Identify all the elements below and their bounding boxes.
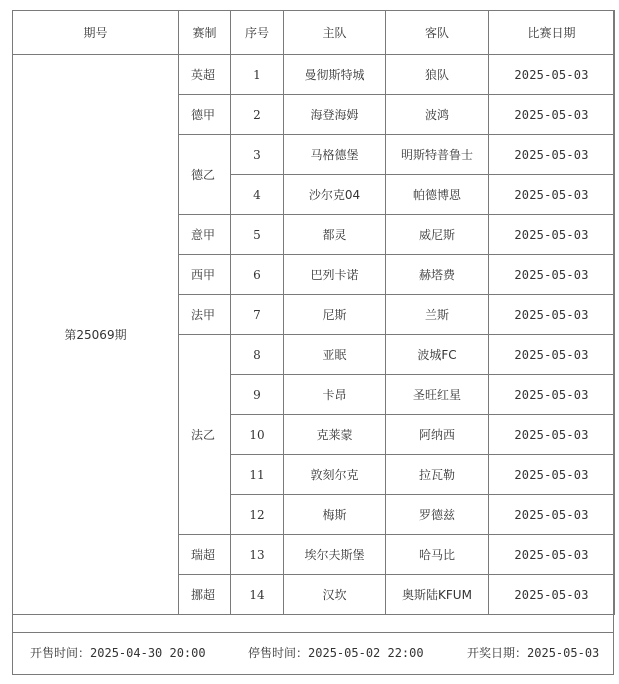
seq-cell: 10 xyxy=(231,415,284,455)
away-team-cell: 圣旺红星 xyxy=(386,375,489,415)
match-table xyxy=(12,10,615,615)
sale-close-info xyxy=(248,644,424,661)
header-league: 赛制 xyxy=(179,11,231,55)
draw-date-value: 2025-05-03 xyxy=(527,646,600,660)
date-cell: 2025-05-03 xyxy=(489,175,615,215)
league-cell: 法甲 xyxy=(179,295,231,335)
date-cell: 2025-05-03 xyxy=(489,255,615,295)
seq-cell: 8 xyxy=(231,335,284,375)
league-cell: 挪超 xyxy=(179,575,231,615)
home-team-cell: 埃尔夫斯堡 xyxy=(284,535,386,575)
date-cell: 2025-05-03 xyxy=(489,135,615,175)
blank-row xyxy=(12,609,614,633)
header-home: 主队 xyxy=(284,11,386,55)
home-team-cell: 卡昂 xyxy=(284,375,386,415)
header-period: 期号 xyxy=(13,11,179,55)
league-cell: 西甲 xyxy=(179,255,231,295)
league-cell: 英超 xyxy=(179,55,231,95)
date-cell: 2025-05-03 xyxy=(489,375,615,415)
seq-cell: 9 xyxy=(231,375,284,415)
league-cell: 德甲 xyxy=(179,95,231,135)
away-team-cell: 赫塔费 xyxy=(386,255,489,295)
away-team-cell: 狼队 xyxy=(386,55,489,95)
date-cell: 2025-05-03 xyxy=(489,55,615,95)
away-team-cell: 波鸿 xyxy=(386,95,489,135)
home-team-cell: 巴列卡诺 xyxy=(284,255,386,295)
date-cell: 2025-05-03 xyxy=(489,455,615,495)
table-row xyxy=(13,55,615,95)
home-team-cell: 曼彻斯特城 xyxy=(284,55,386,95)
sale-open-info xyxy=(30,644,206,661)
home-team-cell: 汉坎 xyxy=(284,575,386,615)
seq-cell: 4 xyxy=(231,175,284,215)
away-team-cell: 哈马比 xyxy=(386,535,489,575)
home-team-cell: 都灵 xyxy=(284,215,386,255)
seq-cell: 5 xyxy=(231,215,284,255)
home-team-cell: 梅斯 xyxy=(284,495,386,535)
seq-cell: 6 xyxy=(231,255,284,295)
league-cell: 意甲 xyxy=(179,215,231,255)
home-team-cell: 尼斯 xyxy=(284,295,386,335)
date-cell: 2025-05-03 xyxy=(489,335,615,375)
away-team-cell: 罗德兹 xyxy=(386,495,489,535)
seq-cell: 12 xyxy=(231,495,284,535)
date-cell: 2025-05-03 xyxy=(489,95,615,135)
away-team-cell: 帕德博恩 xyxy=(386,175,489,215)
seq-cell: 11 xyxy=(231,455,284,495)
away-team-cell: 阿纳西 xyxy=(386,415,489,455)
home-team-cell: 敦刻尔克 xyxy=(284,455,386,495)
period-cell: 第25069期 xyxy=(13,55,179,615)
seq-cell: 7 xyxy=(231,295,284,335)
seq-cell: 1 xyxy=(231,55,284,95)
league-cell: 瑞超 xyxy=(179,535,231,575)
away-team-cell: 波城FC xyxy=(386,335,489,375)
sale-close-label: 停售时间： xyxy=(248,646,309,660)
league-cell: 法乙 xyxy=(179,335,231,535)
sale-close-value: 2025-05-02 22:00 xyxy=(308,646,424,660)
home-team-cell: 海登海姆 xyxy=(284,95,386,135)
away-team-cell: 兰斯 xyxy=(386,295,489,335)
league-cell: 德乙 xyxy=(179,135,231,215)
match-table-body xyxy=(13,55,615,615)
home-team-cell: 马格德堡 xyxy=(284,135,386,175)
seq-cell: 13 xyxy=(231,535,284,575)
date-cell: 2025-05-03 xyxy=(489,575,615,615)
date-cell: 2025-05-03 xyxy=(489,295,615,335)
home-team-cell: 沙尔克04 xyxy=(284,175,386,215)
home-team-cell: 亚眠 xyxy=(284,335,386,375)
sale-info-footer xyxy=(12,634,614,668)
sale-open-value: 2025-04-30 20:00 xyxy=(90,646,206,660)
draw-date-info xyxy=(467,644,599,661)
table-header-row xyxy=(13,11,615,55)
header-date: 比赛日期 xyxy=(489,11,615,55)
date-cell: 2025-05-03 xyxy=(489,495,615,535)
home-team-cell: 克莱蒙 xyxy=(284,415,386,455)
sale-open-label: 开售时间： xyxy=(30,646,91,660)
header-seq: 序号 xyxy=(231,11,284,55)
draw-date-label: 开奖日期： xyxy=(467,646,528,660)
seq-cell: 2 xyxy=(231,95,284,135)
away-team-cell: 拉瓦勒 xyxy=(386,455,489,495)
header-away: 客队 xyxy=(386,11,489,55)
away-team-cell: 明斯特普鲁士 xyxy=(386,135,489,175)
away-team-cell: 奥斯陆KFUM xyxy=(386,575,489,615)
date-cell: 2025-05-03 xyxy=(489,415,615,455)
date-cell: 2025-05-03 xyxy=(489,215,615,255)
date-cell: 2025-05-03 xyxy=(489,535,615,575)
seq-cell: 14 xyxy=(231,575,284,615)
seq-cell: 3 xyxy=(231,135,284,175)
away-team-cell: 威尼斯 xyxy=(386,215,489,255)
